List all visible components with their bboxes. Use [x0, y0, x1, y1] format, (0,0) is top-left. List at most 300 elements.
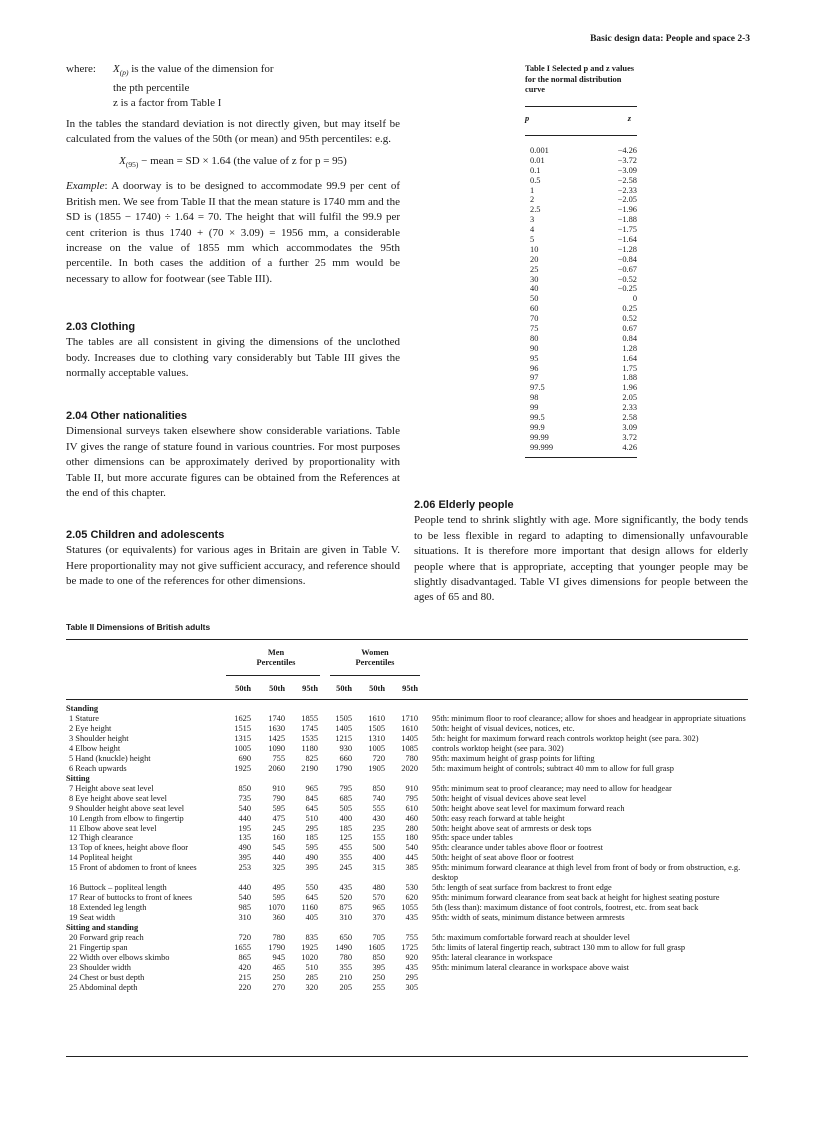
usage-note: 95th: maximum height of grasp points for lifting [432, 753, 595, 763]
dimension-label: 4 Elbow height [69, 743, 121, 753]
dimension-label: 13 Top of knees, height above floor [69, 843, 189, 853]
percentile-value: 245 [272, 823, 285, 833]
table-row [525, 275, 637, 285]
percentile-value: 1020 [301, 952, 318, 962]
p-value: 0.5 [530, 175, 541, 185]
percentile-value: 500 [372, 843, 385, 853]
usage-note [432, 983, 748, 993]
percentile-value: 910 [405, 783, 418, 793]
z-value: −2.33 [617, 185, 637, 195]
table-1 [525, 64, 637, 458]
percentile-value: 235 [372, 823, 385, 833]
percentile-value: 320 [305, 982, 318, 992]
dimension-label: 3 Shoulder height [69, 733, 129, 743]
percentile-value: 835 [305, 933, 318, 943]
percentile-value: 1605 [368, 943, 385, 953]
table-row [66, 734, 748, 744]
percentile-value: 1630 [268, 723, 285, 733]
z-value: 1.88 [622, 373, 637, 383]
percentile-value: 440 [272, 853, 285, 863]
percentile-value: 245 [339, 863, 352, 873]
section-heading: 2.06 Elderly people [414, 499, 514, 511]
table-row [525, 284, 637, 294]
z-value: −1.88 [617, 215, 637, 225]
p-value: 99.99 [530, 432, 549, 442]
dimension-label: 19 Seat width [69, 913, 116, 923]
section-heading: 2.05 Children and adolescents [66, 529, 225, 541]
dimension-label: 15 Front of abdomen to front of knees [69, 863, 197, 873]
percentile-value: 400 [372, 853, 385, 863]
z-value: 1.75 [622, 363, 637, 373]
percentile-value: 1610 [368, 714, 385, 723]
table-row [66, 893, 748, 903]
table-row [525, 195, 637, 205]
usage-note: 50th: height above seat of armrests or desk tops [432, 823, 592, 833]
sd-formula: $X_{(95)}$ − mean = SD × 1.64 (the value of z for p = 95) [119, 154, 347, 169]
table-row [525, 413, 637, 423]
percentile-value: 825 [305, 753, 318, 763]
table-row [525, 433, 637, 443]
percentile-value: 1310 [368, 733, 385, 743]
p-value: 70 [530, 314, 539, 324]
percentile-value: 545 [272, 843, 285, 853]
percentile-value: 1745 [301, 723, 318, 733]
percentile-value: 400 [339, 813, 352, 823]
p-value: 2 [530, 195, 535, 205]
section-text: People tend to shrink slightly with age. More significantly, the body tends to be less flexible in regard to adapting to dimensionally unfavourable situations. It is therefore more important that design allows for elderly people where that is appropriate, accepting that younger people may be slightly disadvantaged. Table VI gives dimensions for people between the ages of 65 and 80. [414, 514, 748, 604]
percentile-value: 195 [238, 823, 251, 833]
percentile-value: 520 [339, 893, 352, 903]
percentile-value: 1070 [268, 903, 285, 913]
percentile-value: 865 [238, 952, 251, 962]
percentile-value: 755 [272, 753, 285, 763]
z-value: −0.84 [617, 254, 637, 264]
table-row [525, 245, 637, 255]
percentile-value: 475 [272, 813, 285, 823]
usage-note: 5th: maximum height of controls; subtract 40 mm to allow for full grasp [432, 763, 674, 773]
percentile-value: 850 [372, 952, 385, 962]
percentile-value: 305 [405, 982, 418, 992]
percentile-value: 985 [238, 903, 251, 913]
table-row [66, 843, 748, 853]
table-row [66, 754, 748, 764]
percentile-value: 435 [405, 962, 418, 972]
p-value: 99 [530, 403, 539, 413]
percentile-value: 505 [339, 803, 352, 813]
section-text: The tables are all consistent in giving the dimensions of the unclothed body. Increases due to clothing vary considerably but Table III gives the normally acceptable values. [66, 336, 400, 380]
percentile-value: 395 [305, 863, 318, 873]
percentile-value: 1855 [301, 714, 318, 723]
z-value: 0.25 [622, 304, 637, 314]
p-value: 3 [530, 215, 535, 225]
dimension-label: 14 Popliteal height [69, 853, 133, 863]
table-section-heading: Standing [66, 704, 99, 713]
table-row [66, 943, 748, 953]
table-row [525, 324, 637, 334]
p-value: 0.1 [530, 165, 541, 175]
percentile-value: 540 [238, 893, 251, 903]
percentile-value: 180 [405, 833, 418, 843]
table-row [525, 344, 637, 354]
percentile-value: 1710 [401, 714, 418, 723]
left-column [66, 62, 400, 588]
percentile-value: 650 [339, 933, 352, 943]
percentile-value: 270 [272, 982, 285, 992]
table-row [66, 724, 748, 734]
percentile-value: 780 [272, 933, 285, 943]
percentile-value: 1005 [368, 743, 385, 753]
percentile-value: 1505 [335, 714, 352, 723]
table-row [525, 235, 637, 245]
percentile-value: 325 [272, 863, 285, 873]
z-value: 1.28 [622, 343, 637, 353]
percentile-header: 95th [402, 684, 418, 693]
z-value: 2.33 [622, 403, 637, 413]
p-value: 97.5 [530, 383, 545, 393]
percentile-value: 440 [238, 813, 251, 823]
usage-note [432, 973, 748, 983]
percentile-value: 720 [238, 933, 251, 943]
usage-note: 50th: height above seat level for maximum forward reach [432, 803, 625, 813]
percentile-value: 965 [305, 783, 318, 793]
percentile-value: 1490 [335, 943, 352, 953]
percentile-value: 610 [405, 803, 418, 813]
percentile-value: 1405 [335, 723, 352, 733]
percentile-value: 185 [305, 833, 318, 843]
percentile-value: 2060 [268, 763, 285, 773]
dimension-label: 16 Buttock – popliteal length [69, 883, 167, 893]
table-row [525, 215, 637, 225]
percentile-header: 50th [269, 684, 285, 693]
table-2-bottom-rule [66, 1056, 748, 1057]
table-2-body [66, 704, 748, 993]
table-row [525, 166, 637, 176]
percentile-value: 540 [238, 803, 251, 813]
section-elderly [414, 498, 748, 606]
percentile-value: 420 [238, 962, 251, 972]
p-value: 60 [530, 304, 539, 314]
percentile-value: 480 [372, 883, 385, 893]
percentile-value: 965 [372, 903, 385, 913]
table-row [66, 903, 748, 913]
table-row [66, 814, 748, 824]
percentile-value: 460 [405, 813, 418, 823]
percentile-value: 360 [272, 913, 285, 923]
p-value: 10 [530, 244, 539, 254]
z-value: 2.05 [622, 393, 637, 403]
percentile-value: 540 [405, 843, 418, 853]
percentile-value: 2190 [301, 763, 318, 773]
table-row [525, 176, 637, 186]
z-value: 0.52 [622, 314, 637, 324]
p-value: 98 [530, 393, 539, 403]
table-row [525, 146, 637, 156]
percentile-value: 1085 [401, 743, 418, 753]
z-value: −3.72 [617, 155, 637, 165]
where-label: where: [66, 63, 96, 75]
table-row [66, 833, 748, 843]
table-row [66, 744, 748, 754]
percentile-value: 405 [305, 913, 318, 923]
percentile-value: 595 [272, 893, 285, 903]
percentile-value: 510 [305, 813, 318, 823]
percentile-value: 620 [405, 893, 418, 903]
z-value: 1.64 [622, 353, 637, 363]
percentile-value: 1090 [268, 743, 285, 753]
p-value: 4 [530, 225, 535, 235]
table-section-heading: Sitting [66, 773, 90, 783]
usage-note: 50th: height of visual devices, notices, etc. [432, 723, 575, 733]
table-row [66, 863, 748, 883]
percentile-value: 1925 [301, 943, 318, 953]
z-value: −2.58 [617, 175, 637, 185]
usage-note: 95th: minimum floor to roof clearance; allow for shoes and headgear in appropriate situations [432, 714, 746, 723]
usage-note: 50th: height of visual devices above seat level [432, 793, 587, 803]
percentile-value: 930 [339, 743, 352, 753]
dimension-label: 10 Length from elbow to fingertip [69, 813, 184, 823]
percentile-value: 1905 [368, 763, 385, 773]
usage-note: 95th: minimum seat to proof clearance; may need to allow for headgear [432, 783, 672, 793]
percentile-value: 645 [305, 803, 318, 813]
dimension-label: 8 Eye height above seat level [69, 793, 167, 803]
z-value: 1.96 [622, 383, 637, 393]
percentile-value: 530 [405, 883, 418, 893]
where-line-3: z is a factor from Table I [113, 97, 222, 109]
running-head: Basic design data: People and space 2-3 [590, 34, 750, 44]
percentile-value: 1405 [401, 733, 418, 743]
z-value: −0.67 [617, 264, 637, 274]
dimension-label: 23 Shoulder width [69, 962, 131, 972]
p-value: 95 [530, 353, 539, 363]
men-group-header: Men Percentiles [256, 648, 296, 667]
table-row [525, 383, 637, 393]
z-value: −3.09 [617, 165, 637, 175]
p-value: 0.01 [530, 155, 545, 165]
p-value: 96 [530, 363, 539, 373]
section-clothing [66, 320, 400, 382]
table-row [525, 186, 637, 196]
dimension-label: 11 Elbow above seat level [69, 823, 157, 833]
percentile-value: 295 [405, 972, 418, 982]
table-row [66, 794, 748, 804]
z-value: 3.09 [622, 422, 637, 432]
percentile-value: 555 [372, 803, 385, 813]
p-value: 0.001 [530, 146, 549, 155]
dimension-label: 1 Stature [69, 714, 100, 723]
usage-note: 95th: lateral clearance in workspace [432, 952, 553, 962]
percentile-value: 1515 [234, 723, 251, 733]
percentile-value: 1790 [335, 763, 352, 773]
z-value: −2.05 [617, 195, 637, 205]
table-1-body [525, 136, 637, 453]
table-2-caption: Table II Dimensions of British adults [66, 622, 211, 632]
p-value: 25 [530, 264, 539, 274]
usage-note: 95th: minimum forward clearance at thigh level from front of body or from obstruction, e.g. desktop [432, 863, 741, 883]
percentile-value: 255 [372, 982, 385, 992]
percentile-value: 1055 [401, 903, 418, 913]
percentile-value: 280 [405, 823, 418, 833]
p-value: 99.9 [530, 422, 545, 432]
percentile-value: 735 [238, 793, 251, 803]
section-text: Dimensional surveys taken elsewhere show considerable variations. Table IV gives the range of stature found in various countries. For most purposes other dimensions can be approximately derived by proportionality with Table II, but more accurate figures can be obtained from the References at the end of this chapter. [66, 425, 400, 500]
p-value: 90 [530, 343, 539, 353]
p-value: 2.5 [530, 205, 541, 215]
column-p-header: p [525, 114, 530, 123]
percentile-value: 850 [238, 783, 251, 793]
table-row [66, 784, 748, 794]
p-value: 97 [530, 373, 539, 383]
percentile-value: 435 [405, 913, 418, 923]
table-row [525, 314, 637, 324]
usage-note: 5th (less than): maximum distance of foot controls, footrest, etc. from seat back [432, 903, 699, 913]
section-nationalities [66, 409, 400, 501]
table-row [525, 255, 637, 265]
women-group-header: Women Percentiles [355, 648, 395, 667]
table-row [66, 973, 748, 983]
usage-note: 95th: minimum lateral clearance in workspace above waist [432, 962, 629, 972]
percentile-value: 1315 [234, 733, 251, 743]
usage-note: 5th: length of seat surface from backrest to front edge [432, 883, 612, 893]
percentile-value: 1740 [268, 714, 285, 723]
table-row [525, 205, 637, 215]
percentile-header: 50th [235, 684, 251, 693]
dimension-label: 9 Shoulder height above seat level [69, 803, 185, 813]
percentile-value: 310 [339, 913, 352, 923]
usage-note: 95th: width of seats, minimum distance between armrests [432, 913, 625, 923]
percentile-value: 1725 [401, 943, 418, 953]
p-value: 5 [530, 235, 535, 245]
percentile-value: 395 [238, 853, 251, 863]
percentile-value: 740 [372, 793, 385, 803]
percentile-value: 510 [305, 962, 318, 972]
percentile-value: 755 [405, 933, 418, 943]
dimension-label: 5 Hand (knuckle) height [69, 753, 151, 763]
percentile-value: 790 [272, 793, 285, 803]
dimension-label: 7 Height above seat level [69, 783, 154, 793]
percentile-value: 595 [305, 843, 318, 853]
dimension-label: 25 Abdominal depth [69, 982, 138, 992]
p-value: 99.5 [530, 413, 545, 423]
percentile-value: 220 [238, 982, 251, 992]
p-value: 1 [530, 185, 535, 195]
table-row [66, 804, 748, 814]
p-value: 30 [530, 274, 539, 284]
percentile-value: 920 [405, 952, 418, 962]
percentile-value: 685 [339, 793, 352, 803]
where-line-2: the pth percentile [113, 81, 190, 94]
table-row [66, 764, 748, 774]
percentile-value: 780 [405, 753, 418, 763]
table-row [66, 963, 748, 973]
usage-note: 5th: maximum comfortable forward reach at shoulder level [432, 933, 630, 943]
percentile-value: 185 [339, 823, 352, 833]
table-2-header-rule [66, 699, 748, 700]
percentile-value: 465 [272, 962, 285, 972]
p-value: 99.999 [530, 442, 554, 452]
section-children [66, 528, 400, 590]
percentile-value: 1925 [234, 763, 251, 773]
dimension-label: 24 Chest or bust depth [69, 972, 145, 982]
section-heading: 2.03 Clothing [66, 321, 136, 333]
percentile-value: 845 [305, 793, 318, 803]
percentile-value: 455 [339, 843, 352, 853]
z-value: −4.26 [617, 146, 637, 155]
table-row [525, 364, 637, 374]
z-value: 3.72 [622, 432, 637, 442]
z-value: −1.75 [617, 225, 637, 235]
percentile-value: 160 [272, 833, 285, 843]
percentile-value: 1160 [301, 903, 318, 913]
z-value: −1.96 [617, 205, 637, 215]
where-definition [66, 62, 400, 108]
percentile-value: 690 [238, 753, 251, 763]
table-row [525, 443, 637, 453]
table-row [66, 953, 748, 963]
table-row [66, 714, 748, 724]
percentile-value: 440 [238, 883, 251, 893]
percentile-value: 1535 [301, 733, 318, 743]
percentile-value: 295 [305, 823, 318, 833]
percentile-value: 1215 [335, 733, 352, 743]
table-section-heading: Sitting and standing [66, 923, 139, 933]
section-heading: 2.04 Other nationalities [66, 410, 188, 422]
z-value: −0.52 [617, 274, 637, 284]
percentile-value: 795 [339, 783, 352, 793]
z-value: 2.58 [622, 413, 637, 423]
percentile-value: 795 [405, 793, 418, 803]
percentile-value: 645 [305, 893, 318, 903]
p-value: 75 [530, 324, 539, 334]
percentile-value: 490 [305, 853, 318, 863]
percentile-value: 720 [372, 753, 385, 763]
percentile-value: 155 [372, 833, 385, 843]
dimension-label: 6 Reach upwards [69, 763, 127, 773]
percentile-value: 435 [339, 883, 352, 893]
percentile-value: 875 [339, 903, 352, 913]
percentile-value: 355 [339, 962, 352, 972]
percentile-value: 910 [272, 783, 285, 793]
section-text: Statures (or equivalents) for various ages in Britain are given in Table V. Here proportionality may not give sufficient accuracy, and reference should be made to one of the references for other dimensions. [66, 544, 400, 588]
usage-note: controls worktop height (see para. 302) [432, 743, 564, 753]
table-row [66, 853, 748, 863]
percentile-value: 495 [272, 883, 285, 893]
percentile-value: 285 [305, 972, 318, 982]
table-row [525, 354, 637, 364]
z-value: 4.26 [622, 442, 637, 452]
percentile-header: 95th [302, 684, 318, 693]
z-value: −1.64 [617, 235, 637, 245]
percentile-value: 2020 [401, 763, 418, 773]
percentile-value: 125 [339, 833, 352, 843]
example-label: Example [66, 180, 105, 193]
percentile-value: 1625 [234, 714, 251, 723]
z-value: 0 [632, 294, 637, 304]
percentile-value: 570 [372, 893, 385, 903]
table-row [525, 265, 637, 275]
table-row [525, 403, 637, 413]
percentile-value: 550 [305, 883, 318, 893]
where-line-1: $X_{(p)}$ is the value of the dimension for [113, 63, 274, 78]
table-row [525, 393, 637, 403]
usage-note: 95th: minimum forward clearance from seat back at height for highest seating posture [432, 893, 720, 903]
percentile-value: 370 [372, 913, 385, 923]
usage-note: 5th: height for maximum forward reach controls worktop height (see para. 302) [432, 733, 699, 743]
percentile-value: 1005 [234, 743, 251, 753]
dimension-label: 21 Fingertip span [69, 943, 128, 953]
column-z-header: z [627, 114, 631, 123]
sd-paragraph: In the tables the standard deviation is not directly given, but may itself be calculated from the values of the 50th (or mean) and 95th percentiles: e.g. [66, 118, 400, 146]
percentile-value: 445 [405, 853, 418, 863]
